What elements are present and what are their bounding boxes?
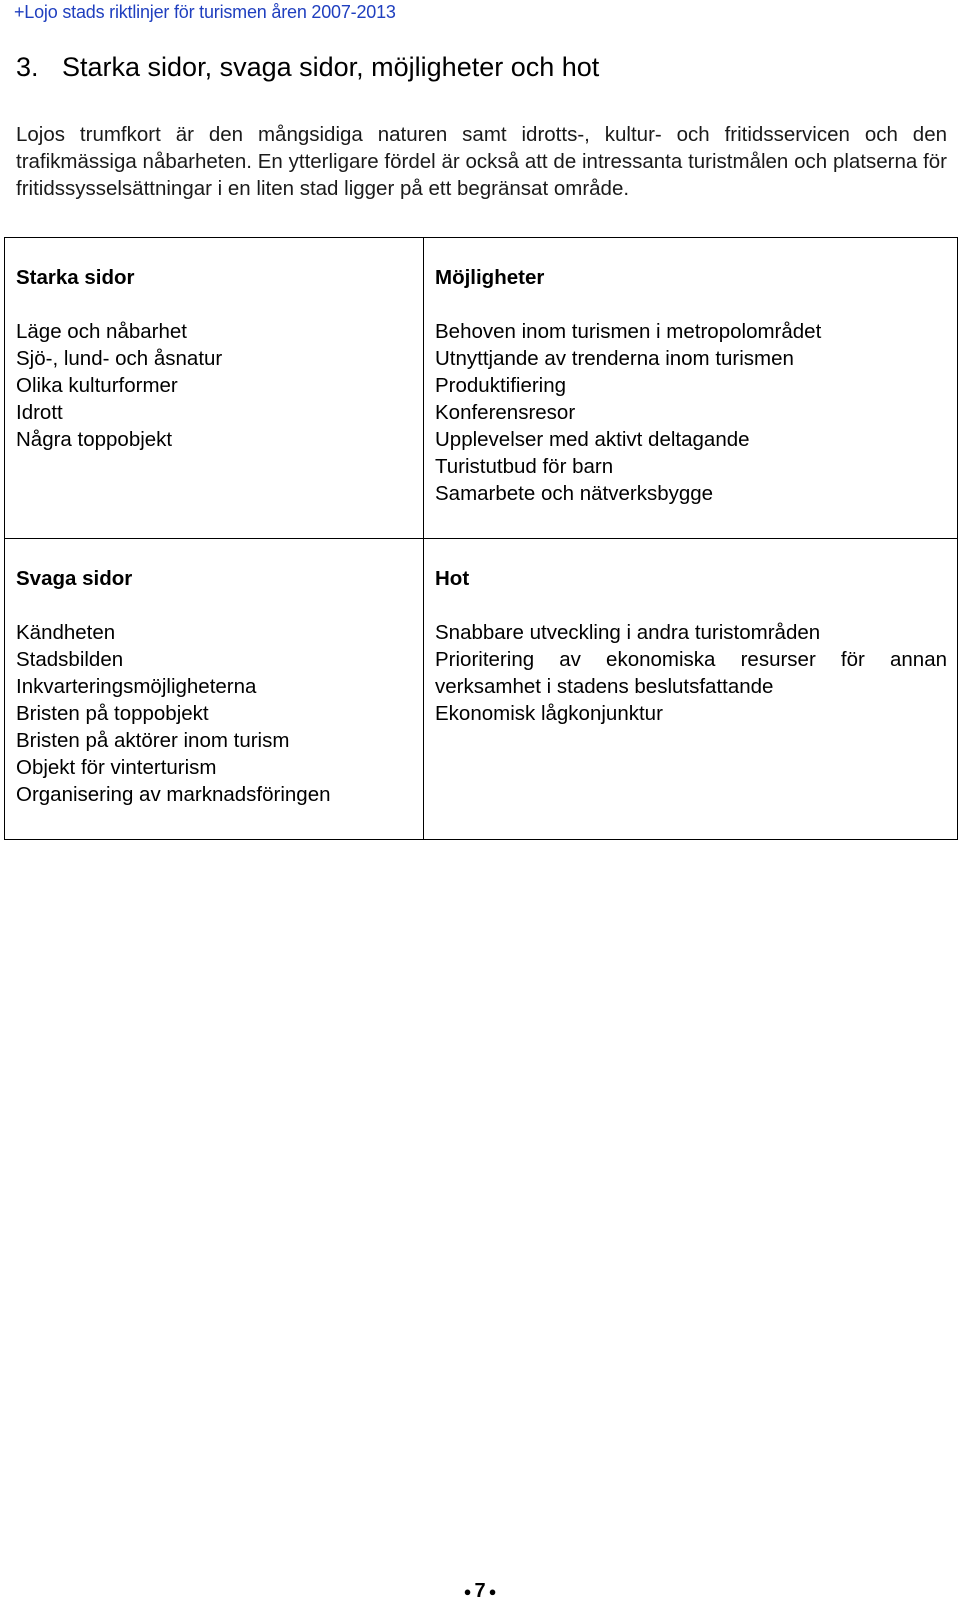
strengths-cell xyxy=(5,238,424,539)
strengths-title: Starka sidor xyxy=(16,266,135,289)
bullet-icon: ● xyxy=(488,1584,497,1600)
opportunities-item: Samarbete och nätverksbygge xyxy=(435,482,714,505)
section-number: 3. xyxy=(16,52,39,82)
weaknesses-item: Objekt för vinterturism xyxy=(16,756,217,779)
opportunities-cell xyxy=(424,238,958,539)
threats-title: Hot xyxy=(435,567,470,590)
weaknesses-item: Organisering av marknadsföringen xyxy=(16,783,331,806)
intro-paragraph: Lojos trumfkort är den mångsidiga naturen samt idrotts-, kultur- och fritidsservicen och den trafikmässiga nåbarheten. En ytterligare fördel är också att de intressanta turistmålen och platserna för fritidssysselsättningar i en liten stad ligger på ett begränsat område. xyxy=(16,123,947,200)
threats-item: Prioritering av ekonomiska resurser för annan verksamhet i stadens beslutsfattande xyxy=(435,648,947,698)
strengths-item: Idrott xyxy=(16,401,63,424)
strengths-item: Läge och nåbarhet xyxy=(16,320,187,343)
weaknesses-item: Bristen på aktörer inom turism xyxy=(16,729,290,752)
weaknesses-cell xyxy=(5,539,424,840)
strengths-item: Några toppobjekt xyxy=(16,428,173,451)
section-heading xyxy=(16,52,599,83)
opportunities-item: Produktifiering xyxy=(435,374,567,397)
swot-row-top xyxy=(5,238,958,539)
weaknesses-item: Kändheten xyxy=(16,621,116,644)
weaknesses-item: Stadsbilden xyxy=(16,648,124,671)
threats-cell xyxy=(424,539,958,840)
opportunities-item: Upplevelser med aktivt deltagande xyxy=(435,428,750,451)
page-number-value: 7 xyxy=(474,1580,486,1602)
opportunities-item: Konferensresor xyxy=(435,401,576,424)
bullet-icon: ● xyxy=(463,1584,472,1600)
page-number xyxy=(0,1580,960,1603)
opportunities-item: Behoven inom turismen i metropolområdet xyxy=(435,320,822,343)
section-title: Starka sidor, svaga sidor, möjligheter och hot xyxy=(62,52,600,82)
opportunities-title: Möjligheter xyxy=(435,266,545,289)
opportunities-item: Utnyttjande av trenderna inom turismen xyxy=(435,347,794,370)
swot-table xyxy=(4,237,958,840)
swot-row-bottom xyxy=(5,539,958,840)
weaknesses-item: Bristen på toppobjekt xyxy=(16,702,209,725)
opportunities-item: Turistutbud för barn xyxy=(435,455,614,478)
strengths-item: Sjö-, lund- och åsnatur xyxy=(16,347,223,370)
threats-item: Snabbare utveckling i andra turistområden xyxy=(435,621,821,644)
weaknesses-title: Svaga sidor xyxy=(16,567,133,590)
threats-item: Ekonomisk lågkonjunktur xyxy=(435,702,663,725)
weaknesses-item: Inkvarteringsmöjligheterna xyxy=(16,675,257,698)
strengths-item: Olika kulturformer xyxy=(16,374,178,397)
running-header: +Lojo stads riktlinjer för turismen åren 2007-2013 xyxy=(14,2,396,22)
